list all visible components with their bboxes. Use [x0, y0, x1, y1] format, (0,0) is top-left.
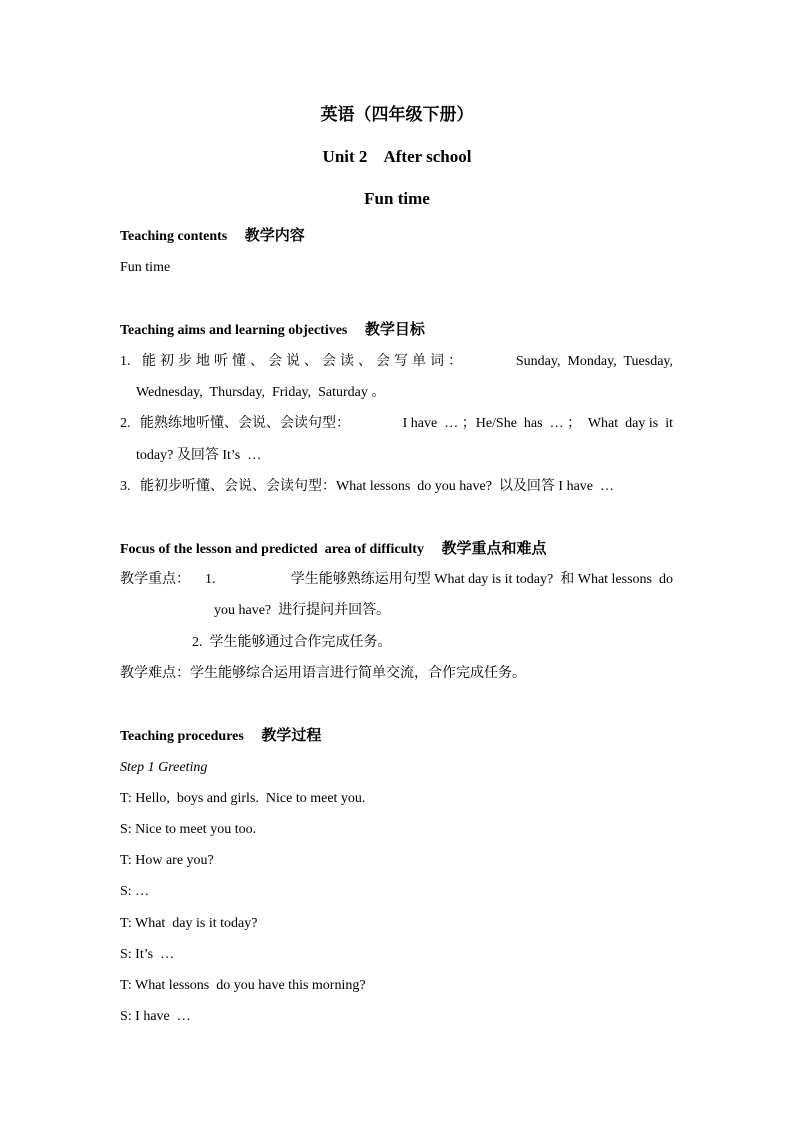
document-title: 英语（四年级下册）: [320, 105, 474, 124]
aim-item-2-number: 2.: [120, 416, 131, 431]
aim-item-1-cn: 能初步地听懂、会说、会读、会写单词：: [142, 354, 466, 369]
aim-item-2-line2: today? 及回答 It’s …: [136, 448, 262, 463]
difficulty-text: 教学难点：学生能够综合运用语言进行简单交流，合作完成任务。: [120, 666, 526, 681]
key-point-1-text: 学生能够熟练运用句型 What day is it today? 和 What lessons do: [290, 572, 673, 587]
procedures-heading-en: Teaching procedures: [120, 729, 244, 744]
aim-item-1-number: 1.: [120, 354, 131, 369]
aim-item-1-en: Sunday, Monday, Tuesday,: [515, 354, 673, 369]
dialogue-line: S: …: [120, 884, 150, 899]
key-point-1-line2: you have? 进行提问并回答。: [214, 603, 391, 618]
focus-heading-cn: 教学重点和难点: [441, 541, 547, 557]
aims-heading-en: Teaching aims and learning objectives: [120, 323, 348, 338]
unit-heading: Unit 2 After school: [322, 147, 472, 166]
dialogue-line: T: What day is it today?: [120, 916, 258, 931]
contents-heading-en: Teaching contents: [120, 229, 228, 244]
aim-item-2-cn: 能熟练地听懂、会说、会读句型：: [140, 416, 350, 431]
key-point-2: 2. 学生能够通过合作完成任务。: [192, 635, 392, 650]
dialogue-line: T: How are you?: [120, 853, 214, 868]
dialogue-line: T: Hello, boys and girls. Nice to meet you.: [120, 791, 366, 806]
dialogue-line: S: I have …: [120, 1009, 191, 1024]
aim-item-3-number: 3.: [120, 479, 131, 494]
dialogue-line: S: Nice to meet you too.: [120, 822, 257, 837]
aim-item-3-text: 能初步听懂、会说、会读句型：What lessons do you have? 以及回答 I have …: [140, 479, 614, 494]
procedures-heading-cn: 教学过程: [261, 728, 322, 744]
focus-heading-en: Focus of the lesson and predicted area of difficulty: [120, 542, 424, 557]
contents-text: Fun time: [120, 260, 171, 275]
contents-heading: [120, 227, 305, 246]
aim-item-2-en: I have … ；He/She has … ； What day is it: [402, 416, 673, 431]
key-points-label: 教学重点：: [120, 572, 190, 587]
dialogue-line: T: What lessons do you have this morning?: [120, 978, 366, 993]
dialogue-line: S: It’s …: [120, 947, 175, 962]
aim-item-1-line2: Wednesday, Thursday, Friday, Saturday 。: [136, 385, 386, 400]
contents-heading-cn: 教学内容: [244, 228, 305, 244]
aims-heading-cn: 教学目标: [364, 322, 425, 338]
step-1-heading: Step 1 Greeting: [120, 760, 208, 775]
focus-heading: [120, 540, 547, 559]
key-point-1-number: 1.: [205, 572, 216, 587]
aims-heading: [120, 321, 425, 340]
procedures-heading: [120, 727, 321, 746]
lesson-subtitle: Fun time: [364, 189, 430, 208]
